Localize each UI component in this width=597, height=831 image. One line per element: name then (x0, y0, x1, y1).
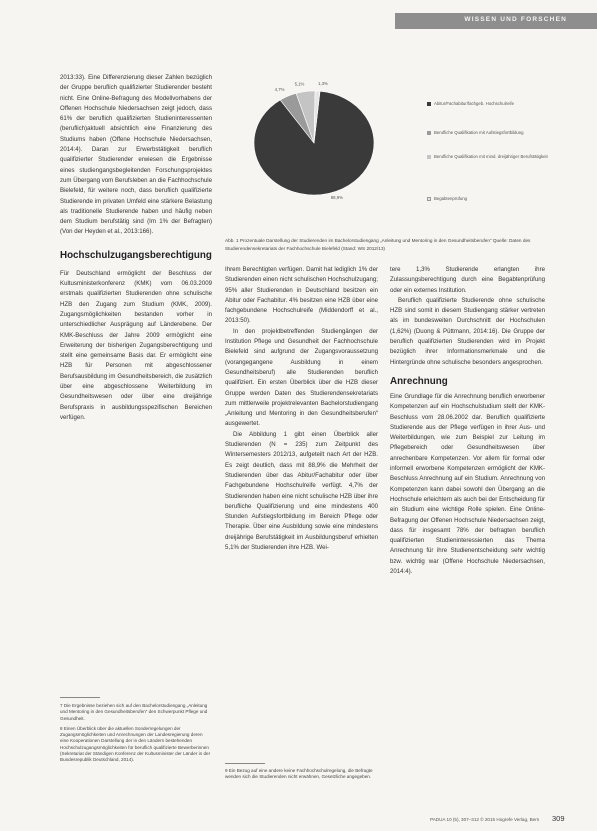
footnote-rule (60, 697, 100, 698)
column-2 (225, 265, 378, 553)
section-title: WISSEN UND FORSCHEN (464, 16, 567, 23)
legend-entry: Begabtenprüfung (434, 196, 554, 201)
pie-data-label: 4,7% (274, 86, 285, 92)
paragraph: Eine Grundlage für die Anrechnung beruflich erworbener Kompetenzen auf ein Hochschulstudium stellt der KMK-Beschluss vom 28.06.2002 dar. Beruflich qualifizierte Studierende aus der Pflege verfügen in ihrer Aus- und Weiterbildungen, wie zum Beispiel zur Leitung im Pflegebereich oder Gesundheitswesen über anrechenbare Kompetenzen. Vor allem für formal oder informell erworbene Kompetenzen ermöglicht der KMK-Beschluss Anrechnung auf ein Studium. Anrechnung von Kompetenzen kann dabei sowohl den Übergang an die Hochschule erleichtern als auch bei der Entscheidung für ein Studium eine wichtige Rolle spielen. Eine Online-Befragung der Offenen Hochschule Niedersachsen zeigt, dass für insgesamt 78% der befragten beruflich qualifizierten Studieninteressierten das Thema Anrechnung für ihre Studienentscheidung sehr wichtig bzw. wichtig war (Offene Hochschule Niedersachsen, 2014:4). (390, 392, 545, 576)
paragraph: Beruflich qualifizierte Studierende ohne schulische HZB sind somit in diesem Studiengang stärker vertreten als im bundesweiten Durchschnitt der Hochschulen (1,62%) (Duong & Püttmann, 2014:16). Die Gruppe der beruflich qualifizierten Studierenden wird im Projekt bezüglich ihrer Informationsmerkmale und die Hintergründe ohne schulische besonders angesprochen. (390, 296, 545, 366)
legend-entry: Berufliche Qualifikation mit mind. dreijähriger Berufstätigkeit (434, 154, 554, 159)
chart-legend (434, 96, 564, 206)
pie-data-label: 5,1% (294, 81, 305, 87)
pie-slices (254, 81, 374, 200)
section-header-bar (395, 13, 597, 29)
legend-swatch (427, 155, 431, 159)
journal-footer: PADUA 10 (5), 307–312 © 2015 Hogrefe Verlag, Bern (430, 817, 540, 822)
footnotes (60, 703, 212, 764)
legend-swatch (427, 131, 431, 135)
column-3 (390, 265, 545, 577)
figure-caption: Abb. 1 Prozentuale Darstellung der Studierenden im Bachelorstudiengang „Anleitung und Mentoring in den Gesundheitsberufen“ Quelle: Daten des Studierendensekretariats der Fachhochschule Bielefeld (Stand: WS 2012/13) (225, 238, 531, 251)
paragraph: Für Deutschland ermöglicht der Beschluss der Kultusministerkonferenz (KMK) vom 06.03.2009 erstmals qualifizierten Studierenden ohne schulische HZB den Zugang zum Studium (KMK, 2009). Zugangsmöglichkeiten bestanden vorher in unterschiedlicher Ausprägung auf Länderebene. Der KMK-Beschluss der Jahre 2009 ermöglicht eine Erweiterung der bisherigen Zugangsberechtigung und stellt eine gemeinsame Basis dar. Er ermöglicht eine HZB für Personen mit abgeschlossener Berufsausbildung im Gesundheitsbereich, die zusätzlich über eine abgeschlossene Weiterbildung im Gesundheitswesen oder über eine dreijährige Berufspraxis in ausbildungsspezifischen Bereichen verfügen. (60, 269, 212, 421)
footnote-8: 8 Einen Überblick über die aktuellen Sonderregelungen der Zugangsmöglichkeiten und Anrechnungen der Landesregierung deren eine Kooperationen Darstellung der in den Ländern bestehenden Hochschulzugangsmöglichkeiten für beruflich qualifizierte Bewerberinnen (Sekretariat der Ständigen Konferenz der Kultusminister der Länder in der Bundesrepublik Deutschland, 2014). (60, 725, 211, 763)
pie-data-label: 1,3% (318, 81, 328, 87)
paragraph: Ihrem Berechtigten verfügen. Damit hat lediglich 1% der Studierenden einen nicht schulischen Hochschulzugang; 95% aller Studierenden in Deutschland besitzen ein Abitur oder Fachabitur. 4% besitzen eine HZB über eine fachgebundene Hochschulreife (Middendorff et al., 2013:50). (225, 266, 378, 325)
paragraph: Die Abbildung 1 gibt einen Überblick aller Studierenden (N = 235) zum Zeitpunkt des Wintersemesters 2012/13, aufgeteilt nach Art der HZB. Es zeigt deutlich, dass mit 88,9% die Mehrheit der Studierenden über das Abitur/Fachabitur oder über Fachgebundene Hochschulreife verfügt. 4,7% der Studierenden haben eine nicht schulische HZB über ihre berufliche Qualifizierung und eine mindestens 400 Stunden Aufstiegsfortbildung im Bereich Pflege oder Therapie. Über eine Ausbildung sowie eine mindestens dreijährige Berufstätigkeit im Ausbildungsberuf erhielten 5,1% der Studierenden ihre HZB. Wei- (225, 430, 378, 552)
footnote-9: 9 Ein Bezug auf eine andere keine Fachhochschulregelung, die Befragte wenden sich die Studierenden nicht erwähnen, Gesetzliche angegeben. (225, 768, 373, 780)
legend-entry: Berufliche Qualifikation mit Aufstiegsfortbildung (434, 130, 554, 135)
section-heading: Hochschulzugangsberechtigung (60, 249, 212, 261)
column-1 (60, 73, 212, 423)
paragraph: tere 1,3% Studierende erlangten ihre Zulassungsberechtigung durch eine Begabtenprüfung oder ein externes Institution. (390, 266, 545, 294)
legend-swatch (427, 197, 431, 201)
legend-swatch (427, 102, 431, 106)
footnote-7: 7 Die Ergebnisse beziehen sich auf den Bachelorstudiengang „Anleitung und Mentoring in den Gesundheitsberufen“ den Schwerpunkt Pflege und Gesundheit. (60, 703, 208, 721)
legend-entry: Abitur/Fachabitur/fachgeb. Hochschulreife (434, 101, 554, 106)
pie-data-label: 88,9% (330, 195, 343, 200)
page-number: 309 (552, 814, 565, 823)
paragraph: In den projektbetreffenden Studiengängen der Institution Pflege und Gesundheit der Fachhochschule Bielefeld sind aufgrund der Zugangsvoraussetzung (vorangegangene Ausbildung in einem Gesundheitsberuf) alle Studierenden beruflich qualifiziert. Ein ersten Überblick über die HZB dieser Gruppe werden Daten des Studierendensekretariats zum mittlerweile projektrelevanten Bachelorstudiengang „Anleitung und Mentoring in den Gesundheitsberufen“ ausgewertet. (225, 327, 378, 428)
footnote-rule (225, 763, 265, 764)
paragraph: 2013:33). Eine Differenzierung dieser Zahlen bezüglich der Gruppe beruflich qualifizierter Studierender besteht nicht. Eine Online-Befragung des Modellvorhabens der Offenen Hochschule Niedersachsen zeigt jedoch, dass 61% der beruflich qualifizierten Studieninteressenten (beruflich)aktuell absichtlich eine Finanzierung des Studiums haben (Offene Hochschule Niedersachsen, 2014:4). Daran zur Erwerbstätigkeit beruflich qualifizierter Studierender erwiesen die Ergebnisse eines studiengangsbegleitenden Forschungsprojektes zum Übergang vom Berufsleben an die Fachhochschule Bielefeld, für weitere noch, dass beruflich qualifizierte Studierende im privaten Umfeld eine stärkere Belastung als traditionelle Studierende haben und häufig neben dem Studium berufstätig sind (Im 1% der Befragten) (Von der Heyden et al., 2013:166). (60, 74, 212, 236)
section-heading: Anrechnung (390, 375, 448, 387)
pie-chart (234, 80, 414, 200)
